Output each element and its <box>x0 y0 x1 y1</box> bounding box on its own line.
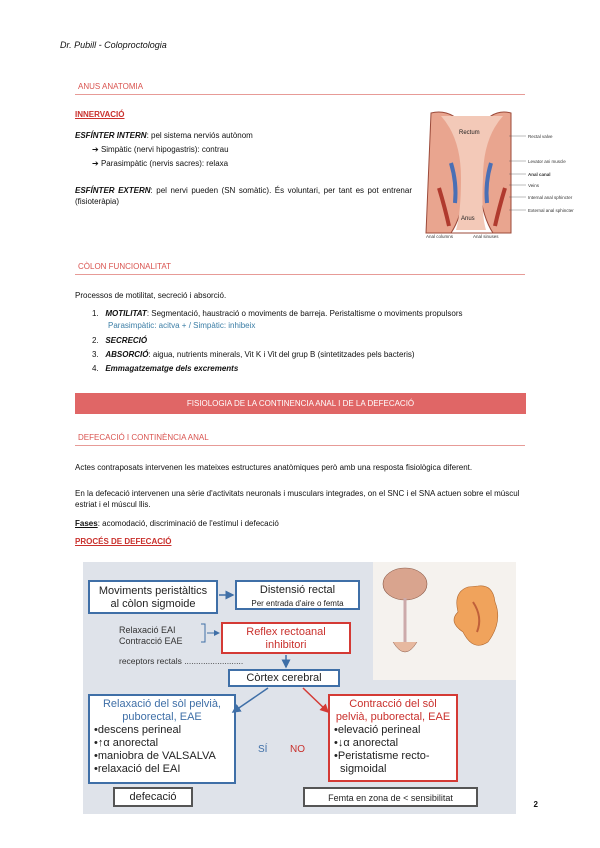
fig-label: Internal anal sphincter <box>528 195 573 200</box>
receptors-label: receptors rectals ......................... <box>119 656 244 666</box>
intern-line: ESFÍNTER INTERN: pel sistema nerviós autònom <box>75 131 253 140</box>
paragraph: En la defecació intervenen una sèrie d'activitats neuronals i musculars integrades, on el SNC i el SNA actuen sobre el múscul estriat i el múscul llis. <box>75 489 520 509</box>
box-distensio: Distensió rectal Per entrada d'aire o femta <box>235 580 360 610</box>
fig-label: Anal canal <box>528 172 551 177</box>
box-peristaltics: Moviments peristàltics al còlon sigmoide <box>88 580 218 614</box>
simp-line: ➔ Simpàtic (nervi hipogastris): contrau <box>92 145 229 154</box>
si-label: SÍ <box>258 744 268 755</box>
box-reflex: Reflex rectoanal inhibitori <box>221 622 351 654</box>
section-title-anatomia: ANUS ANATOMIA <box>78 82 144 91</box>
fig-label: External anal sphincter <box>528 208 574 213</box>
section-title-colon: CÒLON FUNCIONALITAT <box>78 262 172 271</box>
divider <box>75 94 525 95</box>
fig-label: Anal sinuses <box>473 234 499 239</box>
extern-line: ESFÍNTER EXTERN: pel nervi pueden (SN somàtic). És voluntari, per tant es pot entrenar (fisioteràpia) <box>75 186 412 206</box>
para-line: ➔ Parasimpàtic (nervis sacres): relaxa <box>92 159 229 168</box>
arrow-icon: ➔ <box>92 145 101 154</box>
arrow-icon: ➔ <box>92 159 101 168</box>
box-defecacio: defecació <box>113 787 193 807</box>
anus-label: Anus <box>461 216 475 222</box>
box-cortex: Còrtex cerebral <box>228 669 340 687</box>
box-relaxacio: Relaxació del sòl pelvià, puborectal, EAE •descens perineal •↑α anorectal •maniobra de VALSALVA •relaxació del EAI <box>88 694 236 784</box>
anus-anatomy-illustration <box>421 108 574 240</box>
fig-label: Levator ani muscle <box>528 159 566 164</box>
box-contraccio: Contracció del sòl pelvià, puborectal, EAE •elevació perineal •↓α anorectal •Peristatisme recto- sigmoidal <box>328 694 458 782</box>
page-number: 2 <box>533 800 538 809</box>
no-label: NO <box>290 744 305 755</box>
list-item: 4. Emmagatzematge dels excrements <box>92 364 239 373</box>
section-banner: FISIOLOGIA DE LA CONTINENCIA ANAL I DE LA DEFECACIÓ <box>75 393 526 414</box>
divider <box>75 274 525 275</box>
fig-label: Veins <box>528 183 540 188</box>
colon-intro: Processos de motilitat, secreció i absorció. <box>75 291 227 300</box>
box-femta: Femta en zona de < sensibilitat <box>303 787 478 807</box>
relax-contr: Relaxació EAI Contracció EAE <box>119 625 183 646</box>
rectum-label: Rectum <box>459 130 480 136</box>
divider <box>75 445 525 446</box>
fases-line: Fases: acomodació, discriminació de l'estímul i defecació <box>75 519 279 528</box>
proces-title: PROCÉS DE DEFECACIÓ <box>75 537 172 546</box>
paragraph: Actes contraposats intervenen les mateixes estructures anatòmiques però amb una resposta fisiològica diferent. <box>75 463 473 472</box>
fig-label: Rectal valve <box>528 134 553 139</box>
list-item: 3. ABSORCIÓ: aigua, nutrients minerals, Vit K i Vit del grup B (sintetitzades pels bacteris) <box>92 350 415 359</box>
section-title-defecacio: DEFECACIÓ I CONTINÈNCIA ANAL <box>78 433 209 442</box>
list-item: 1. MOTILITAT: Segmentació, haustració o moviments de barreja. Peristaltisme o moviments propulsors <box>92 309 463 318</box>
brain-colon-illustration <box>373 562 516 680</box>
page-header: Dr. Pubill - Coloproctologia <box>60 40 167 50</box>
anus-anatomy-figure <box>421 108 574 240</box>
list-item: 2. SECRECIÓ <box>92 336 148 345</box>
defecation-flow-diagram <box>83 562 516 814</box>
motilitat-note: Parasimpàtic: acitva + / Simpàtic: inhibeix <box>108 321 256 330</box>
subtitle-innervacio: INNERVACIÓ <box>75 110 125 119</box>
fig-label: Anal columns <box>426 234 454 239</box>
